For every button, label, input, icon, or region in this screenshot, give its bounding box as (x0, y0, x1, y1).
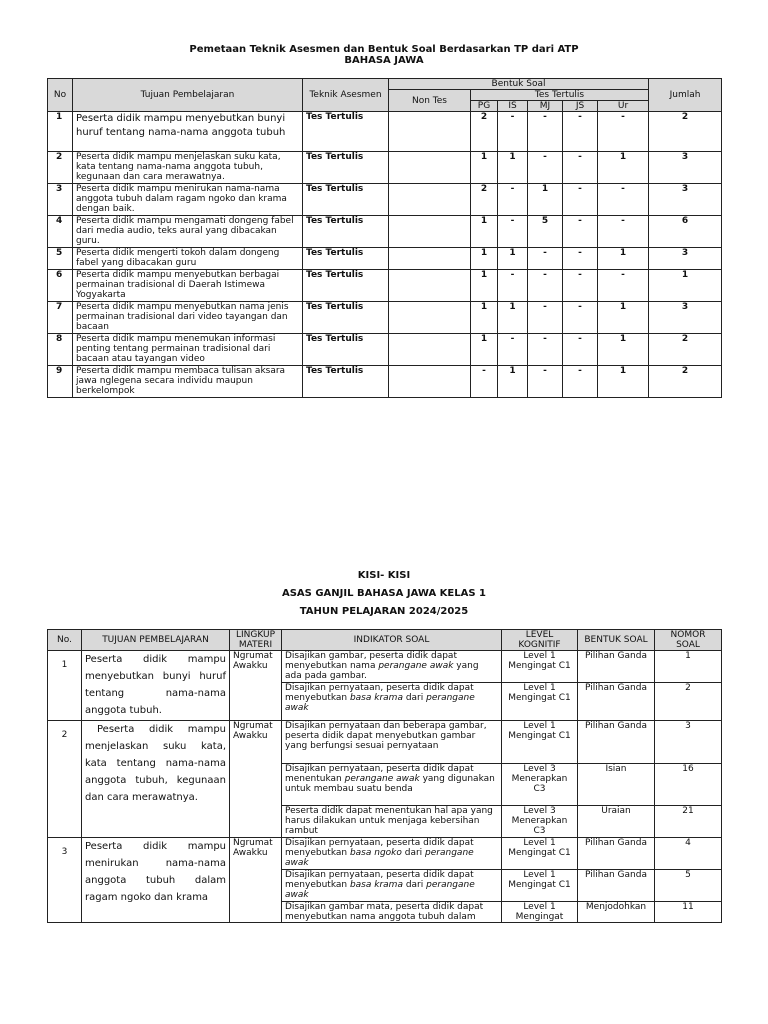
tujuan-cell: Peserta didik mampu menyebutkan bunyi huruf tentang nama-nama anggota tubuh (73, 112, 303, 152)
js-cell: - (563, 302, 598, 334)
header-mj: MJ (528, 101, 563, 112)
bentuk-cell: Pilihan Ganda (578, 651, 655, 683)
tujuan-cell: Peserta didik mampu menemukan informasi penting tentang permainan tradisional dari bacaan atau tayangan video (73, 334, 303, 366)
is-cell: - (498, 184, 528, 216)
header-pg: PG (471, 101, 498, 112)
js-cell: - (563, 184, 598, 216)
header-tujuan: Tujuan Pembelajaran (73, 79, 303, 112)
header-indikator: INDIKATOR SOAL (282, 630, 502, 651)
tujuan-cell: Peserta didik mengerti tokoh dalam dongeng fabel yang dibacakan guru (73, 248, 303, 270)
non-tes-cell (389, 302, 471, 334)
row-number: 3 (48, 838, 82, 923)
js-cell: - (563, 152, 598, 184)
nomor-cell: 21 (655, 806, 722, 838)
indikator-text: dari (402, 880, 427, 890)
teknik-cell: Tes Tertulis (303, 152, 389, 184)
row-number: 1 (48, 651, 82, 721)
bentuk-cell: Pilihan Ganda (578, 683, 655, 721)
jumlah-cell: 3 (649, 248, 722, 270)
mapping-rows (48, 112, 722, 398)
ur-cell: 1 (598, 152, 649, 184)
tujuan-cell: Peserta didik mampu menjelaskan suku kata, kata tentang nama-nama anggota tubuh, kegunaan dan cara merawatnya. (82, 721, 230, 838)
tujuan-cell: Peserta didik mampu menjelaskan suku kata, kata tentang nama-nama anggota tubuh, kegunaan dan cara merawatnya. (73, 152, 303, 184)
jumlah-cell: 1 (649, 270, 722, 302)
non-tes-cell (389, 366, 471, 398)
level-cell: Level 1 Mengingat C1 (502, 683, 578, 721)
pg-cell: 2 (471, 112, 498, 152)
header-tes-tertulis: Tes Tertulis (471, 90, 649, 101)
table-row (48, 838, 722, 870)
nomor-cell: 11 (655, 902, 722, 923)
lingkup-cell: Ngrumat Awakku (230, 838, 282, 923)
indikator-cell (282, 683, 502, 721)
tujuan-cell: Peserta didik mampu mengamati dongeng fabel dari media audio, teks aural yang dibacakan guru. (73, 216, 303, 248)
mj-cell: - (528, 152, 563, 184)
level-cell: Level 1 Mengingat C1 (502, 838, 578, 870)
is-cell: - (498, 270, 528, 302)
row-number: 9 (48, 366, 73, 398)
indikator-cell (282, 721, 502, 764)
row-number: 6 (48, 270, 73, 302)
mj-cell: - (528, 366, 563, 398)
bentuk-cell: Pilihan Ganda (578, 870, 655, 902)
table-row (48, 302, 722, 334)
indikator-term: basa ngoko (349, 848, 402, 858)
indikator-text: Disajikan pernyataan, peserta didik dapat menyebutkan (285, 870, 474, 890)
mj-cell: - (528, 334, 563, 366)
level-cell: Level 1 Mengingat C1 (502, 721, 578, 764)
jumlah-cell: 6 (649, 216, 722, 248)
non-tes-cell (389, 248, 471, 270)
teknik-cell: Tes Tertulis (303, 270, 389, 302)
indikator-cell (282, 902, 502, 923)
level-cell: Level 3 Menerapkan C3 (502, 764, 578, 806)
table-row (48, 334, 722, 366)
non-tes-cell (389, 334, 471, 366)
mj-cell: - (528, 302, 563, 334)
is-cell: 1 (498, 152, 528, 184)
indikator-term: perangane awak (285, 848, 474, 868)
mj-cell: - (528, 248, 563, 270)
non-tes-cell (389, 184, 471, 216)
pg-cell: - (471, 366, 498, 398)
indikator-cell (282, 838, 502, 870)
row-number: 8 (48, 334, 73, 366)
header-nomor: NOMOR SOAL (655, 630, 722, 651)
teknik-cell: Tes Tertulis (303, 302, 389, 334)
mj-cell: - (528, 112, 563, 152)
ur-cell: - (598, 112, 649, 152)
js-cell: - (563, 112, 598, 152)
non-tes-cell (389, 216, 471, 248)
tujuan-cell: Peserta didik mampu menyebutkan berbagai permainan tradisional di Daerah Istimewa Yogyakarta (73, 270, 303, 302)
row-number: 5 (48, 248, 73, 270)
level-cell: Level 1 Mengingat C1 (502, 870, 578, 902)
indikator-term: perangane awak (285, 693, 475, 713)
pg-cell: 1 (471, 302, 498, 334)
indikator-text: dari (401, 848, 426, 858)
is-cell: - (498, 334, 528, 366)
mj-cell: - (528, 270, 563, 302)
indikator-text: Peserta didik dapat menentukan hal apa yang harus dilakukan untuk menjaga kebersihan rambut (285, 806, 493, 836)
header-ur: Ur (598, 101, 649, 112)
is-cell: 1 (498, 248, 528, 270)
pg-cell: 1 (471, 334, 498, 366)
header-lingkup: LINGKUP MATERI (230, 630, 282, 651)
teknik-cell: Tes Tertulis (303, 216, 389, 248)
indikator-term: perangane awak (285, 880, 475, 900)
jumlah-cell: 3 (649, 302, 722, 334)
table-row (48, 112, 722, 152)
jumlah-cell: 2 (649, 112, 722, 152)
js-cell: - (563, 270, 598, 302)
row-number: 2 (48, 152, 73, 184)
jumlah-cell: 3 (649, 184, 722, 216)
nomor-cell: 1 (655, 651, 722, 683)
header-bentuk: BENTUK SOAL (578, 630, 655, 651)
jumlah-cell: 2 (649, 366, 722, 398)
teknik-cell: Tes Tertulis (303, 184, 389, 216)
indikator-term: perangane awak (378, 661, 454, 671)
ur-cell: - (598, 270, 649, 302)
mj-cell: 1 (528, 184, 563, 216)
teknik-cell: Tes Tertulis (303, 334, 389, 366)
table-row (48, 184, 722, 216)
kisi-kisi-table (47, 629, 722, 923)
ur-cell: - (598, 216, 649, 248)
level-cell: Level 3 Menerapkan C3 (502, 806, 578, 838)
table-row (48, 216, 722, 248)
ur-cell: 1 (598, 302, 649, 334)
header-bentuk-soal: Bentuk Soal (389, 79, 649, 90)
pg-cell: 2 (471, 184, 498, 216)
header-is: IS (498, 101, 528, 112)
doc2-title: KISI- KISI (357, 570, 411, 581)
is-cell: 1 (498, 366, 528, 398)
header-teknik: Teknik Asesmen (303, 79, 389, 112)
row-number: 1 (48, 112, 73, 152)
header-tujuan: TUJUAN PEMBELAJARAN (82, 630, 230, 651)
js-cell: - (563, 366, 598, 398)
doc1-subtitle: BAHASA JAWA (344, 55, 424, 66)
table-row (48, 248, 722, 270)
table-row (48, 152, 722, 184)
header-non-tes: Non Tes (389, 90, 471, 112)
pg-cell: 1 (471, 248, 498, 270)
header-level: LEVEL KOGNITIF (502, 630, 578, 651)
indikator-cell (282, 764, 502, 806)
indikator-cell (282, 806, 502, 838)
ur-cell: 1 (598, 334, 649, 366)
header-js: JS (563, 101, 598, 112)
tujuan-cell: Peserta didik mampu membaca tulisan aksara jawa nglegena secara individu maupun berkelompok (73, 366, 303, 398)
indikator-term: perangane awak (344, 774, 420, 784)
assessment-mapping-table (47, 78, 722, 398)
tujuan-cell: Peserta didik mampu menyebutkan bunyi huruf tentang nama-nama anggota tubuh. (82, 651, 230, 721)
lingkup-cell: Ngrumat Awakku (230, 651, 282, 721)
indikator-text: Disajikan pernyataan, peserta didik dapat menyebutkan (285, 838, 474, 858)
is-cell: - (498, 112, 528, 152)
ur-cell: 1 (598, 366, 649, 398)
bentuk-cell: Pilihan Ganda (578, 838, 655, 870)
indikator-text: dari (402, 693, 427, 703)
tujuan-cell: Peserta didik mampu menirukan nama-nama anggota tubuh dalam ragam ngoko dan krama (82, 838, 230, 923)
indikator-text: yang ada pada gambar. (285, 661, 479, 681)
doc2-year: TAHUN PELAJARAN 2024/2025 (299, 606, 469, 617)
indikator-term: basa krama (349, 880, 403, 890)
bentuk-cell: Menjodohkan (578, 902, 655, 923)
bentuk-cell: Pilihan Ganda (578, 721, 655, 764)
mj-cell: 5 (528, 216, 563, 248)
teknik-cell: Tes Tertulis (303, 248, 389, 270)
is-cell: 1 (498, 302, 528, 334)
indikator-cell (282, 651, 502, 683)
indikator-text: yang digunakan untuk membau suatu benda (285, 774, 495, 794)
teknik-cell: Tes Tertulis (303, 112, 389, 152)
tujuan-cell: Peserta didik mampu menyebutkan nama jenis permainan tradisional dari video tayangan dan bacaan (73, 302, 303, 334)
js-cell: - (563, 334, 598, 366)
non-tes-cell (389, 152, 471, 184)
nomor-cell: 5 (655, 870, 722, 902)
header-no: No. (48, 630, 82, 651)
table-row (48, 270, 722, 302)
doc1-title: Pemetaan Teknik Asesmen dan Bentuk Soal Berdasarkan TP dari ATP (189, 44, 579, 55)
indikator-text: Disajikan pernyataan, peserta didik dapat menentukan (285, 764, 474, 784)
jumlah-cell: 2 (649, 334, 722, 366)
indikator-text: Disajikan pernyataan dan beberapa gambar, peserta didik dapat menyebutkan gambar yang berfungsi sesuai pernyataan (285, 721, 487, 751)
is-cell: - (498, 216, 528, 248)
row-number: 3 (48, 184, 73, 216)
indikator-term: basa krama (349, 693, 403, 703)
pg-cell: 1 (471, 152, 498, 184)
indikator-text: Disajikan gambar mata, peserta didik dapat menyebutkan nama anggota tubuh dalam (285, 902, 484, 922)
pg-cell: 1 (471, 270, 498, 302)
js-cell: - (563, 248, 598, 270)
header-jumlah: Jumlah (649, 79, 722, 112)
table-row (48, 651, 722, 683)
row-number: 4 (48, 216, 73, 248)
lingkup-cell: Ngrumat Awakku (230, 721, 282, 838)
nomor-cell: 16 (655, 764, 722, 806)
level-cell: Level 1 Mengingat (502, 902, 578, 923)
kisi-rows (48, 651, 722, 923)
nomor-cell: 3 (655, 721, 722, 764)
header-no: No (48, 79, 73, 112)
row-number: 2 (48, 721, 82, 838)
non-tes-cell (389, 112, 471, 152)
indikator-cell (282, 870, 502, 902)
nomor-cell: 4 (655, 838, 722, 870)
teknik-cell: Tes Tertulis (303, 366, 389, 398)
pg-cell: 1 (471, 216, 498, 248)
js-cell: - (563, 216, 598, 248)
nomor-cell: 2 (655, 683, 722, 721)
jumlah-cell: 3 (649, 152, 722, 184)
ur-cell: - (598, 184, 649, 216)
bentuk-cell: Isian (578, 764, 655, 806)
tujuan-cell: Peserta didik mampu menirukan nama-nama anggota tubuh dalam ragam ngoko dan krama dengan baik. (73, 184, 303, 216)
ur-cell: 1 (598, 248, 649, 270)
indikator-text: Disajikan pernyataan, peserta didik dapat menyebutkan (285, 683, 474, 703)
doc2-subtitle: ASAS GANJIL BAHASA JAWA KELAS 1 (281, 588, 486, 599)
indikator-text: Disajikan gambar, peserta didik dapat menyebutkan nama (285, 651, 457, 671)
row-number: 7 (48, 302, 73, 334)
table-row (48, 366, 722, 398)
bentuk-cell: Uraian (578, 806, 655, 838)
non-tes-cell (389, 270, 471, 302)
level-cell: Level 1 Mengingat C1 (502, 651, 578, 683)
table-row (48, 721, 722, 764)
